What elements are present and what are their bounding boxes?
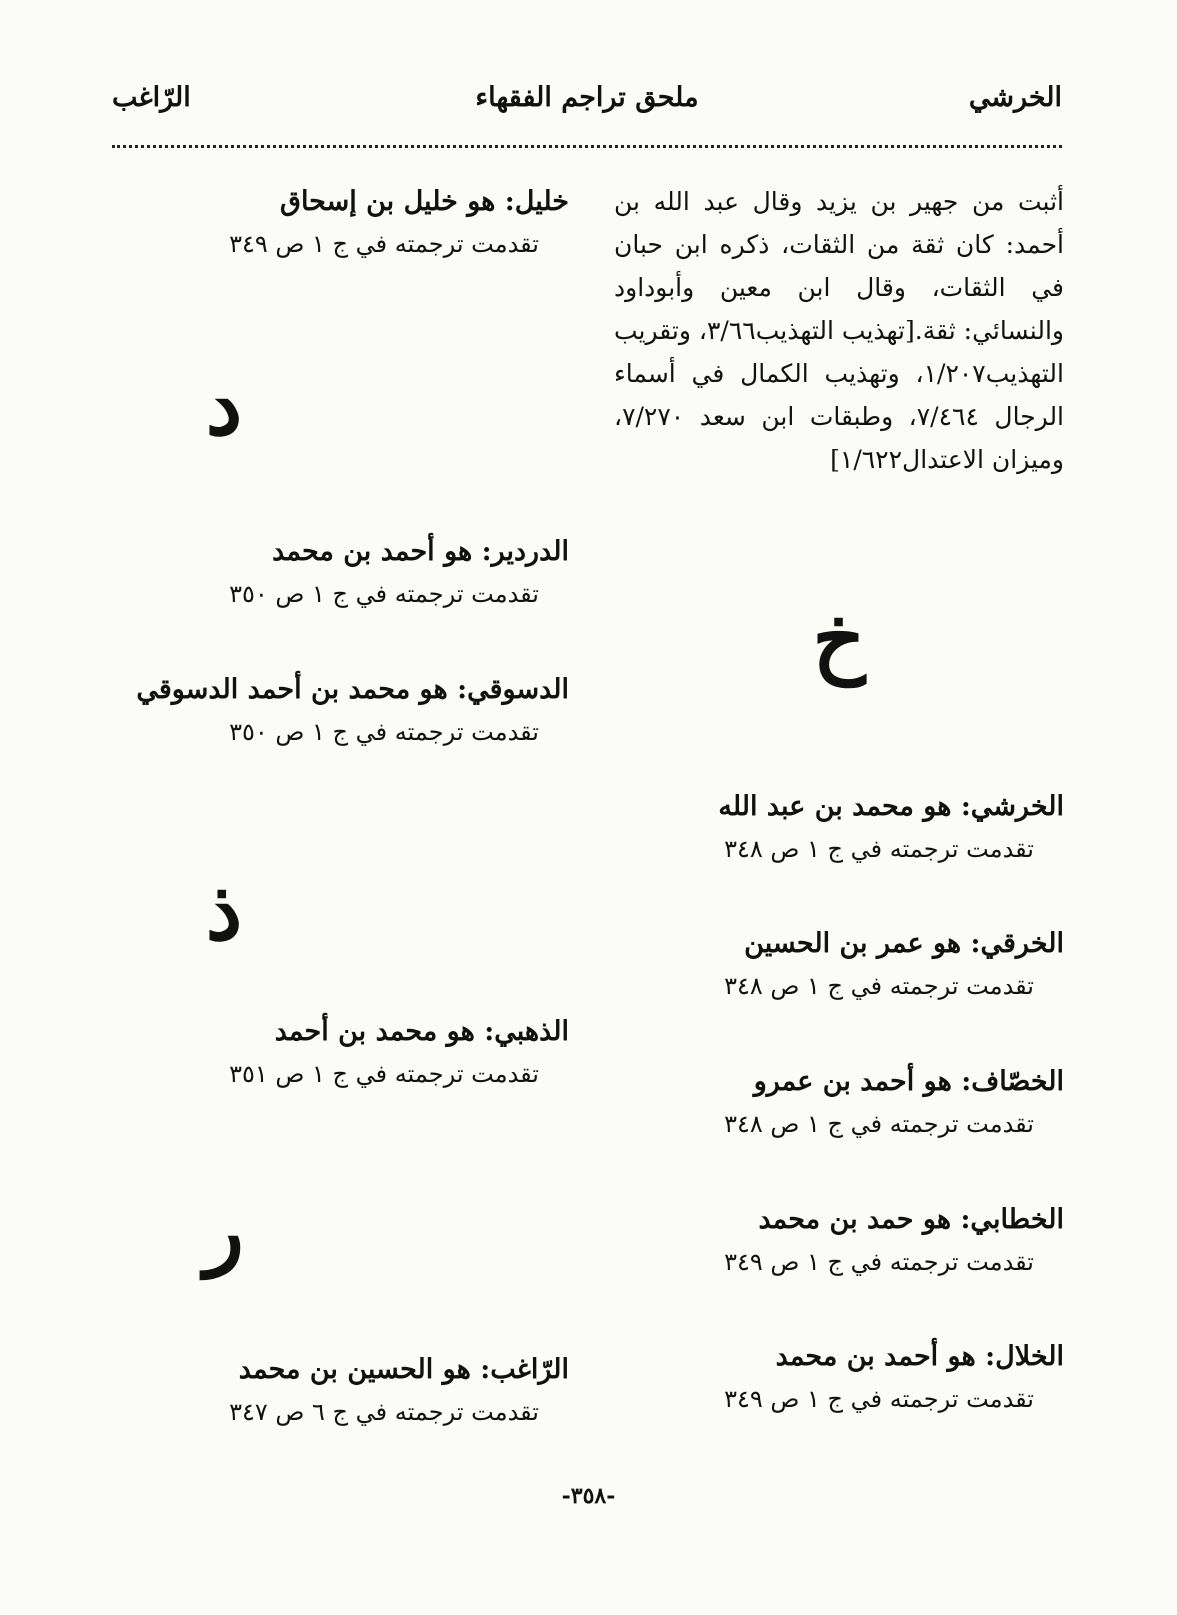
entry-title: الرّاغب: هو الحسين بن محمد <box>238 1354 569 1385</box>
entry-note: تقدمت ترجمته في ج ١ ص ٣٤٩ <box>724 1248 1034 1276</box>
entry-kharashi <box>614 785 1064 869</box>
section-letter-dhal: ذ <box>205 863 243 959</box>
continued-paragraph: أثبت من جهير بن يزيد وقال عبد الله بن أحمد: كان ثقة من الثقات، ذكره ابن حبان في الثقات، وقال ابن معين وأبوداود والنسائي: ثقة.[تهذيب التهذيب٣/٦٦، وتقريب التهذيب١/٢٠٧، وتهذيب الكمال في أسماء الرجال ٧/٤٦٤، وطبقات ابن سعد ٧/٢٧٠، وميزان الاعتدال١/٦٢٢] <box>613 187 1065 474</box>
entry-khassaf <box>614 1060 1064 1144</box>
entry-dasuqi <box>114 668 569 752</box>
entry-note: تقدمت ترجمته في ج ١ ص ٣٤٨ <box>724 972 1034 1000</box>
entry-dardir <box>114 530 569 614</box>
header-right-term: الخرشي <box>968 82 1062 113</box>
entry-title: الدسوقي: هو محمد بن أحمد الدسوقي <box>136 674 569 705</box>
entry-raghib <box>114 1348 569 1432</box>
right-column <box>613 180 1065 1413</box>
entry-title: الخرشي: هو محمد بن عبد الله <box>718 791 1064 822</box>
page-number: -٣٥٨- <box>561 1483 616 1509</box>
entry-khallal <box>614 1335 1064 1419</box>
section-letter-kha: خ <box>812 591 866 687</box>
entry-title: الخرقي: هو عمر بن الحسين <box>744 928 1064 959</box>
entry-khattabi <box>614 1198 1064 1282</box>
entry-title: خليل: هو خليل بن إسحاق <box>280 186 569 217</box>
section-letter-ra: ر <box>204 1183 244 1279</box>
entry-title: الذهبي: هو محمد بن أحمد <box>274 1016 569 1047</box>
entry-note: تقدمت ترجمته في ج ١ ص ٣٤٨ <box>724 1110 1034 1138</box>
entry-title: الخلال: هو أحمد بن محمد <box>775 1341 1064 1372</box>
entry-title: الخطابي: هو حمد بن محمد <box>758 1204 1064 1235</box>
entry-title: الدردير: هو أحمد بن محمد <box>272 536 569 567</box>
header-dotted-rule <box>112 145 1062 148</box>
entry-note: تقدمت ترجمته في ج ١ ص ٣٥٠ <box>229 718 539 746</box>
entry-note: تقدمت ترجمته في ج ١ ص ٣٤٨ <box>724 835 1034 863</box>
entry-khiraqi <box>614 922 1064 1006</box>
running-header <box>112 82 1062 132</box>
entry-note: تقدمت ترجمته في ج ١ ص ٣٥١ <box>229 1060 539 1088</box>
entry-note: تقدمت ترجمته في ج ٦ ص ٣٤٧ <box>229 1398 539 1426</box>
section-letter-dal: د <box>205 358 243 454</box>
entry-note: تقدمت ترجمته في ج ١ ص ٣٥٠ <box>229 580 539 608</box>
entry-note: تقدمت ترجمته في ج ١ ص ٣٤٩ <box>724 1385 1034 1413</box>
header-title: ملحق تراجم الفقهاء <box>475 82 699 113</box>
entry-title: الخصّاف: هو أحمد بن عمرو <box>753 1066 1064 1097</box>
header-left-term: الرّاغب <box>112 82 191 113</box>
entry-note: تقدمت ترجمته في ج ١ ص ٣٤٩ <box>229 230 539 258</box>
entry-dhahabi <box>114 1010 569 1094</box>
entry-khalil <box>114 180 569 264</box>
